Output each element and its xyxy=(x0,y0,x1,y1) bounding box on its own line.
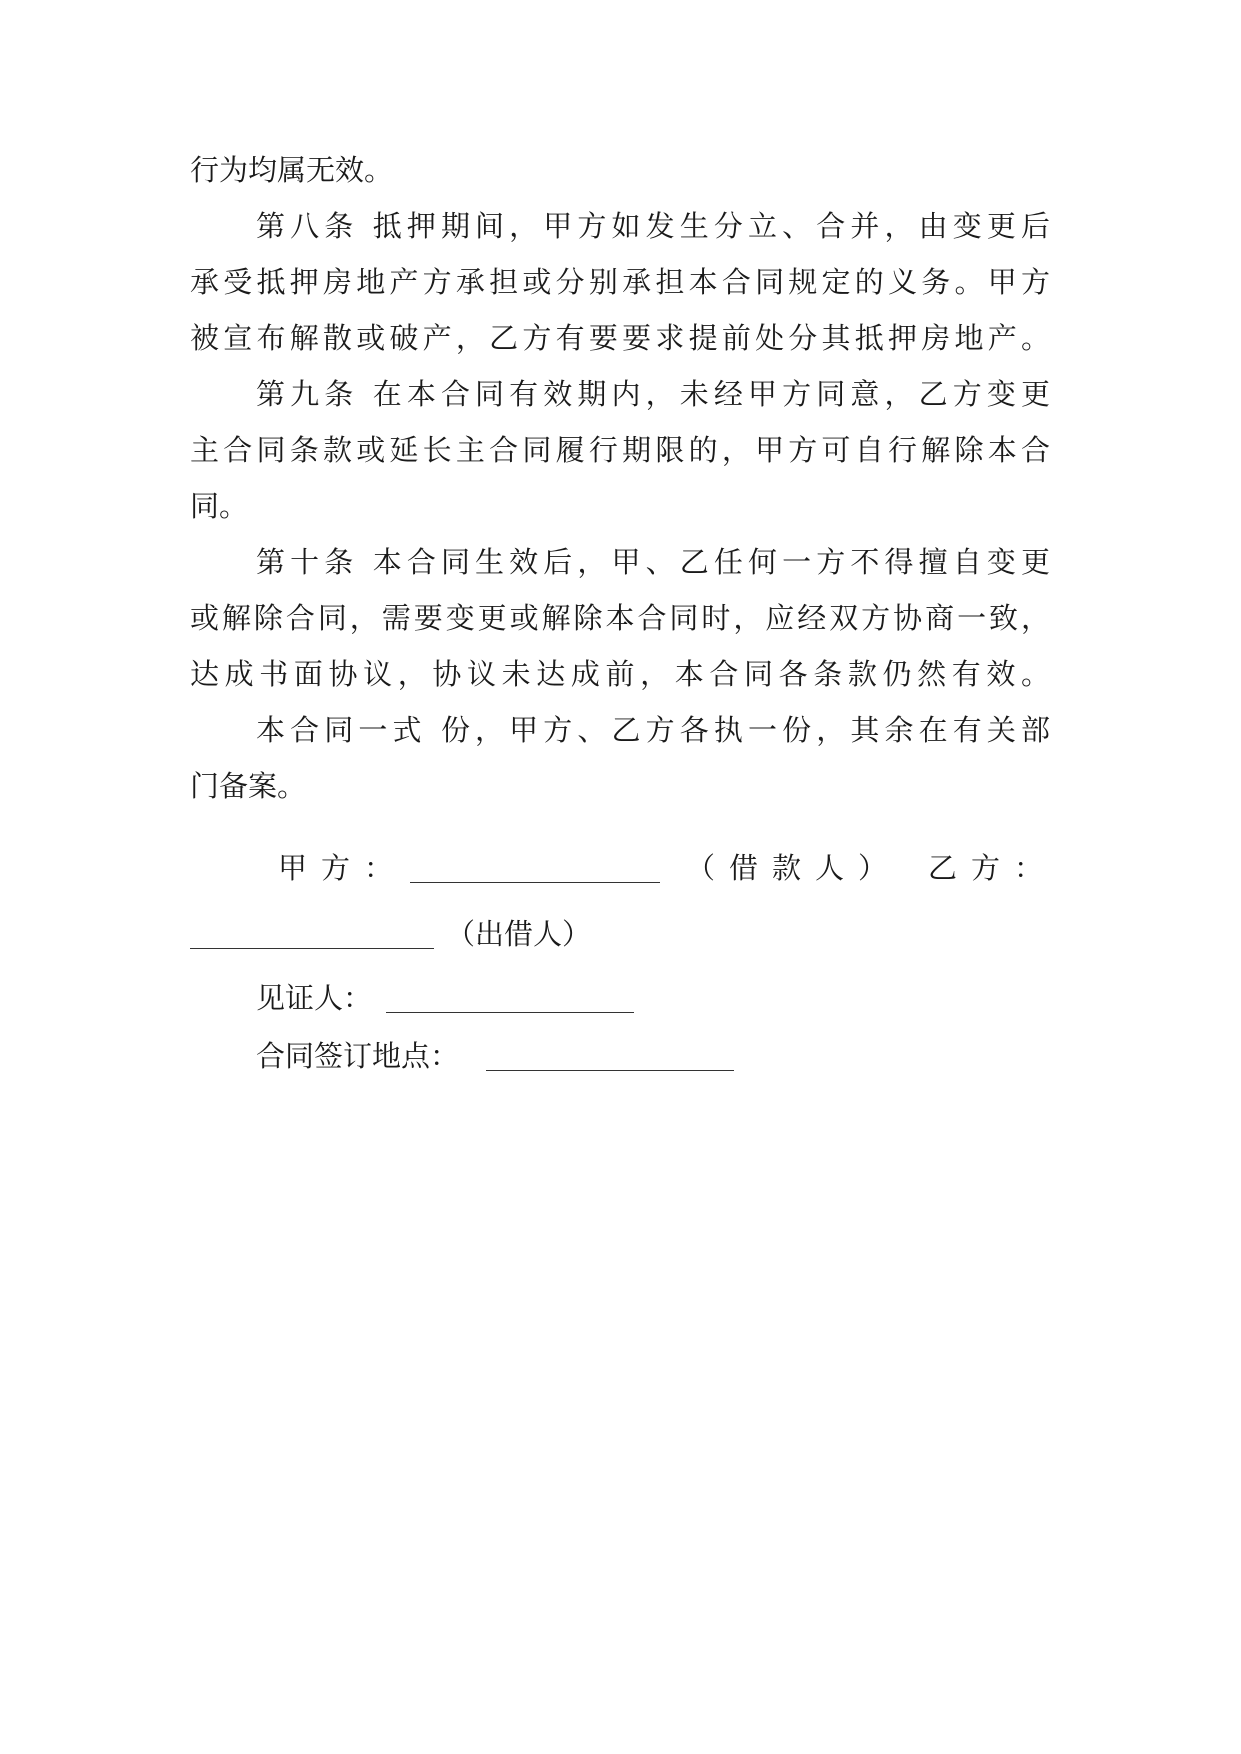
party-b-blank[interactable] xyxy=(190,918,434,949)
witness-blank[interactable] xyxy=(386,982,634,1013)
paragraph-line: 被宣布解散或破产，乙方有要要求提前处分其抵押房地产。 xyxy=(190,321,1050,355)
signing-place-label: 合同签订地点： xyxy=(256,1039,460,1073)
party-a-blank[interactable] xyxy=(410,852,660,883)
paragraph-line: 门备案。 xyxy=(190,769,307,803)
paragraph-line: 主合同条款或延长主合同履行期限的，甲方可自行解除本合 xyxy=(190,433,1050,467)
party-b-label: 乙方： xyxy=(928,851,1058,885)
witness-label: 见证人： xyxy=(256,981,373,1015)
signing-place-blank[interactable] xyxy=(486,1040,734,1071)
paragraph-line: 承受抵押房地产方承担或分别承担本合同规定的义务。甲方 xyxy=(190,265,1050,299)
copies-clause-line: 本合同一式 份，甲方、乙方各执一份，其余在有关部 xyxy=(256,713,1050,747)
paragraph-line: 行为均属无效。 xyxy=(190,153,394,187)
article-8-heading-line: 第八条 抵押期间，甲方如发生分立、合并，由变更后 xyxy=(256,209,1050,243)
paragraph-line: 或解除合同，需要变更或解除本合同时，应经双方协商一致， xyxy=(190,601,1050,635)
article-9-heading-line: 第九条 在本合同有效期内，未经甲方同意，乙方变更 xyxy=(256,377,1050,411)
paragraph-line: 达成书面协议，协议未达成前，本合同各条款仍然有效。 xyxy=(190,657,1050,691)
party-b-role: （出借人） xyxy=(446,917,592,951)
article-10-heading-line: 第十条 本合同生效后，甲、乙任何一方不得擅自变更 xyxy=(256,545,1050,579)
party-a-role: （借款人） xyxy=(686,851,902,885)
party-a-label: 甲方： xyxy=(278,851,408,885)
paragraph-line: 同。 xyxy=(190,489,249,523)
